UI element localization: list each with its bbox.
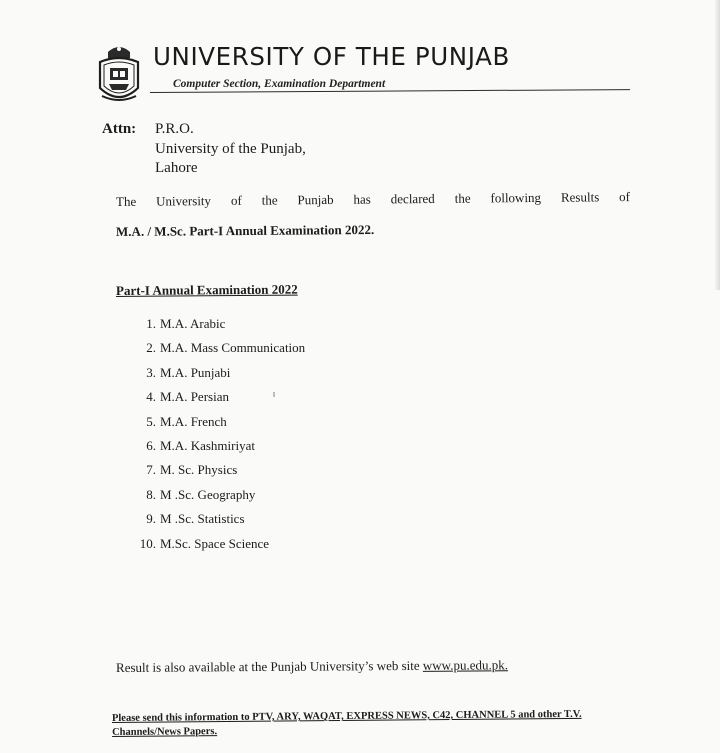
intro-word: of — [619, 189, 631, 205]
website-link[interactable]: www.pu.edu.pk. — [422, 657, 509, 673]
list-item — [128, 389, 305, 413]
program-name: M.Sc. Space Science — [160, 535, 270, 551]
intro-word: Results — [560, 189, 600, 205]
department-subtitle: Computer Section, Examination Department — [173, 78, 386, 90]
attention-line: University of the Punjab, — [155, 141, 306, 157]
intro-word: the — [454, 190, 471, 206]
list-item — [128, 438, 305, 462]
program-name: M.A. Mass Communication — [160, 340, 306, 356]
scan-speck — [273, 392, 275, 397]
program-name: M.A. Arabic — [160, 316, 226, 331]
list-number: 3. — [146, 364, 156, 380]
list-item — [128, 414, 305, 438]
intro-word: the — [261, 192, 278, 208]
list-number: 1. — [146, 316, 156, 331]
list-item — [128, 365, 305, 389]
distribution-notice: Please send this information to PTV, ARY, WAQAT, EXPRESS NEWS, C42, CHANNEL 5 and other T.V. Channels/News Papers. — [111, 708, 582, 738]
intro-word: The — [115, 193, 137, 209]
list-number: 2. — [146, 340, 156, 356]
list-number: 7. — [146, 462, 156, 478]
attention-line: P.R.O. — [155, 121, 194, 137]
website-text: Result is also available at the Punjab University’s web site — [115, 657, 423, 675]
intro-word: University — [156, 193, 212, 209]
intro-word: of — [230, 192, 242, 208]
university-title: UNIVERSITY OF THE PUNJAB — [153, 42, 510, 71]
intro-word: has — [353, 191, 371, 207]
program-name: M.A. French — [160, 413, 227, 429]
list-item — [128, 462, 305, 486]
page-edge-shadow — [714, 0, 720, 290]
list-item — [128, 536, 305, 560]
list-number: 4. — [146, 389, 156, 405]
list-item — [128, 316, 305, 340]
program-name: M.A. Kashmiriyat — [160, 437, 255, 453]
list-number: 9. — [146, 511, 156, 527]
attention-line: Lahore — [155, 160, 198, 176]
program-name: M .Sc. Geography — [160, 486, 256, 502]
website-note — [116, 657, 508, 676]
exam-title: M.A. / M.Sc. Part-I Annual Examination 2022. — [115, 221, 375, 239]
program-name: M.A. Persian — [160, 389, 229, 405]
attention-label: Attn: — [102, 121, 137, 137]
list-item — [128, 511, 305, 535]
list-number: 8. — [146, 486, 156, 502]
list-number: 6. — [146, 437, 156, 453]
university-crest-icon — [94, 42, 144, 108]
program-name: M. Sc. Physics — [160, 462, 238, 478]
list-number: 5. — [146, 413, 156, 429]
list-number: 10. — [139, 535, 156, 551]
program-name: M.A. Punjabi — [160, 364, 231, 380]
section-heading: Part-I Annual Examination 2022 — [115, 281, 298, 298]
program-name: M .Sc. Statistics — [160, 511, 245, 527]
intro-word: following — [490, 189, 542, 206]
list-item — [128, 487, 305, 511]
intro-word: declared — [390, 190, 435, 207]
intro-paragraph — [116, 189, 630, 210]
intro-word: Punjab — [297, 191, 334, 208]
results-list — [128, 316, 305, 560]
list-item — [128, 340, 305, 364]
